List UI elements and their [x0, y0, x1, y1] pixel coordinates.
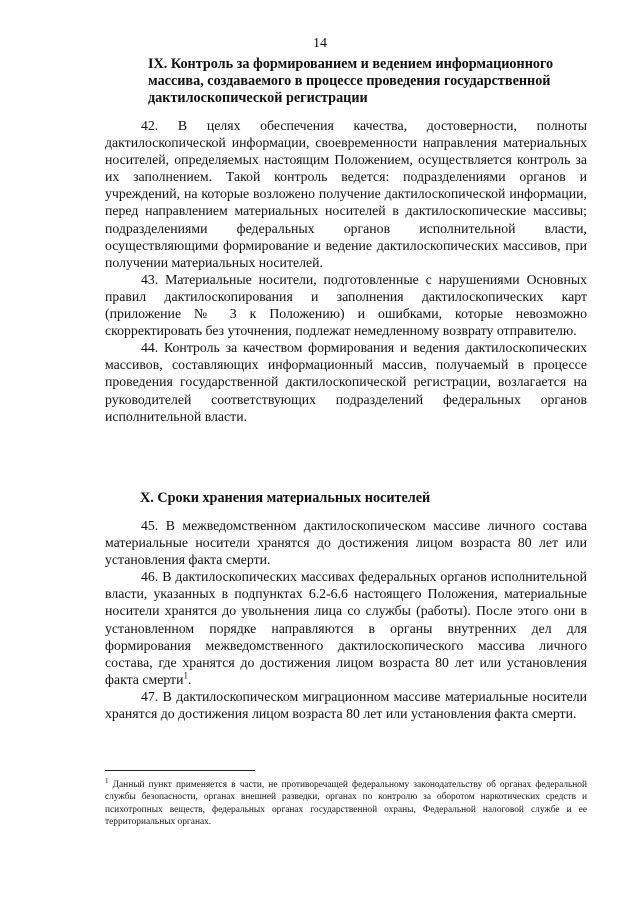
paragraph-45: 45. В межведомственном дактилоскопическом массиве личного состава материальные носители хранятся до достижения лицом возраста 80 лет или установления факта смерти.	[105, 518, 587, 568]
section-x-body	[105, 517, 587, 722]
section-title-ix: IX. Контроль за формированием и ведением информационного массива, создаваемого в процессе проведения государственной дактилоскопической регистрации	[148, 56, 554, 106]
paragraph-43: 43. Материальные носители, подготовленные с нарушениями Основных правил дактилоскопирования и заполнения дактилоскопических карт (приложение № 3 к Положению) и ошибками, которые невозможно скорректировать без уточнения, подлежат немедленному возврату отправителю.	[105, 271, 587, 339]
paragraph-44: 44. Контроль за качеством формирования и ведения дактилоскопических массивов, составляющих информационный массив, получаемый в процессе проведения государственной дактилоскопической регистрации, возлагается на руководителей соответствующих подразделений федеральных органов исполнительной власти.	[105, 340, 587, 424]
paragraph-42: 42. В целях обеспечения качества, достоверности, полноты дактилоскопической информации, своевременности направления материальных носителей, определяемых настоящим Положением, осуществляется контроль за их заполнением. Такой контроль ведется: подразделениями органов и учреждений, на которые возложено получение дактилоскопической информации, перед направлением материальных носителей в дактилоскопические массивы; подразделениями федеральных органов исполнительной власти, осуществляющими формирование и ведение дактилоскопических массивов, при получении материальных носителей.	[105, 118, 587, 270]
footnote-reference: 1	[183, 670, 188, 681]
section-ix-body	[105, 117, 587, 425]
footnote-divider	[105, 770, 255, 771]
paragraph-47: 47. В дактилоскопическом миграционном массиве материальные носители хранятся до достижения лицом возраста 80 лет или установления факта смерти.	[105, 688, 587, 722]
footnote-text: Данный пункт применяется в части, не противоречащей федеральному законодательству об органах федеральной службы безопасности, органах внешней разведки, органах по контролю за оборотом наркотических средств и психотропных веществ, федеральных органах государственной охраны, Федеральной налоговой службе и ее территориальных органах.	[105, 780, 587, 828]
footnote	[105, 776, 587, 829]
paragraph-46-text: 46. В дактилоскопических массивах федеральных органов исполнительной власти, указанных в подпунктах 6.2-6.6 настоящего Положения, материальные носители хранятся до увольнения лица со службы (работы). После этого они в установленном порядке направляются в органы внутренних дел для формирования межведомственного дактилоскопического массива личного состава, где хранятся до достижения лицом возраста 80 лет или установления факта смерти	[105, 569, 587, 687]
section-title-x: X. Сроки хранения материальных носителей	[140, 490, 431, 506]
paragraph-46: 46. В дактилоскопических массивах федеральных органов исполнительной власти, указанных в подпунктах 6.2-6.6 настоящего Положения, материальные носители хранятся до увольнения лица со службы (работы). После этого они в установленном порядке направляются в органы внутренних дел для формирования межведомственного дактилоскопического массива личного состава, где хранятся до достижения лицом возраста 80 лет или установления факта смерти$^1$.	[105, 569, 587, 687]
footnote-marker: 1	[105, 776, 109, 785]
page-number: 14	[313, 36, 327, 51]
